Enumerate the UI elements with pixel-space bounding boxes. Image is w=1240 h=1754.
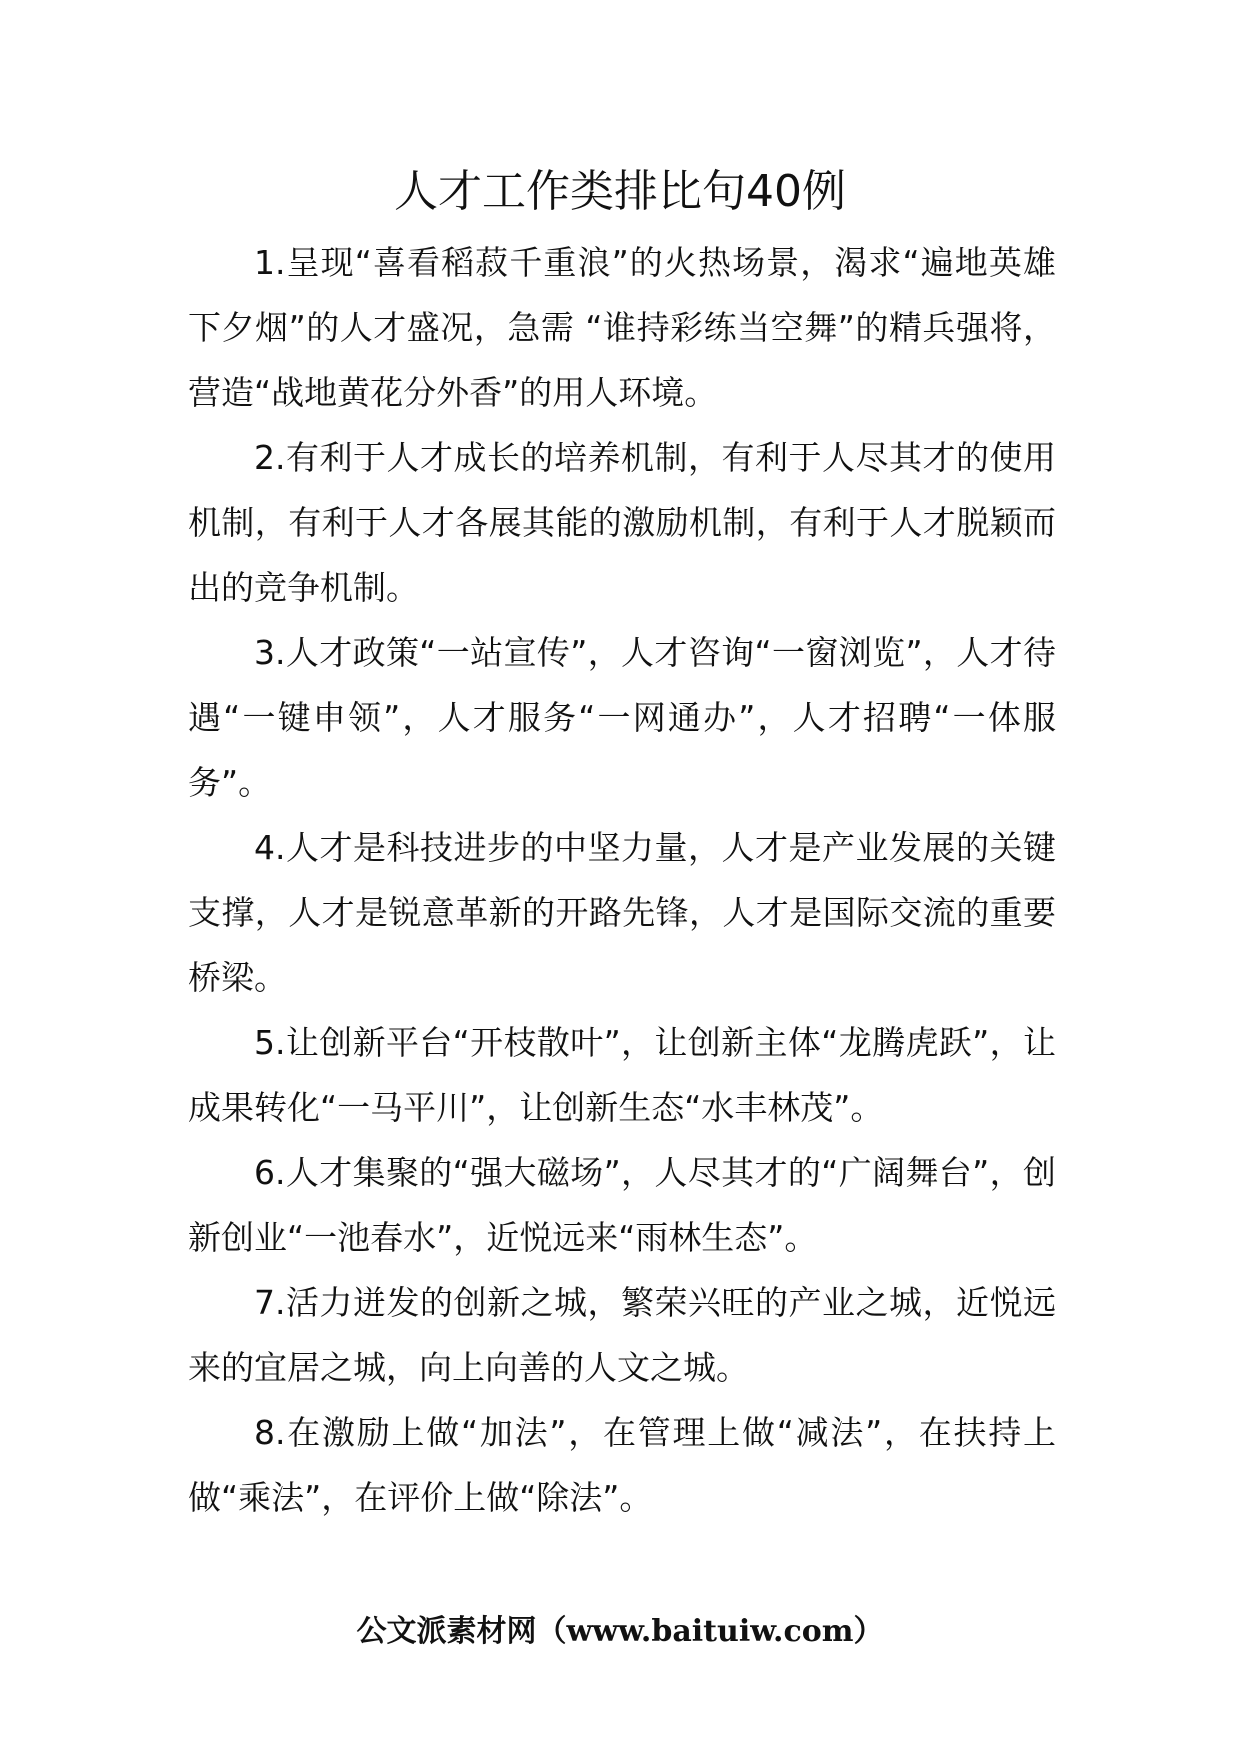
footer-watermark: 公文派素材网（www.baituiw.com） — [356, 1614, 884, 1649]
paragraph-5: 5.让创新平台“开枝散叶”，让创新主体“龙腾虎跃”，让成果转化“一马平川”，让创新生态“水丰林茂”。 — [188, 1023, 1056, 1127]
paragraph-2: 2.有利于人才成长的培养机制，有利于人尽其才的使用机制，有利于人才各展其能的激励机制，有利于人才脱颖而出的竞争机制。 — [188, 438, 1056, 607]
document-body — [188, 230, 1056, 1530]
paragraph-4: 4.人才是科技进步的中坚力量，人才是产业发展的关键支撑，人才是锐意革新的开路先锋，人才是国际交流的重要桥梁。 — [188, 828, 1056, 997]
document-title: 人才工作类排比句40例 — [394, 166, 846, 217]
paragraph-3: 3.人才政策“一站宣传”，人才咨询“一窗浏览”，人才待遇“一键申领”，人才服务“一网通办”，人才招聘“一体服务”。 — [188, 633, 1056, 802]
paragraph-1: 1.呈现“喜看稻菽千重浪”的火热场景，渴求“遍地英雄下夕烟”的人才盛况，急需 “谁持彩练当空舞”的精兵强将，营造“战地黄花分外香”的用人环境。 — [188, 243, 1056, 412]
paragraph-7: 7.活力迸发的创新之城，繁荣兴旺的产业之城，近悦远来的宜居之城，向上向善的人文之城。 — [188, 1283, 1056, 1387]
paragraph-8: 8.在激励上做“加法”，在管理上做“减法”，在扶持上做“乘法”，在评价上做“除法”。 — [188, 1413, 1056, 1517]
paragraph-6: 6.人才集聚的“强大磁场”，人尽其才的“广阔舞台”，创新创业“一池春水”，近悦远来“雨林生态”。 — [188, 1153, 1056, 1257]
